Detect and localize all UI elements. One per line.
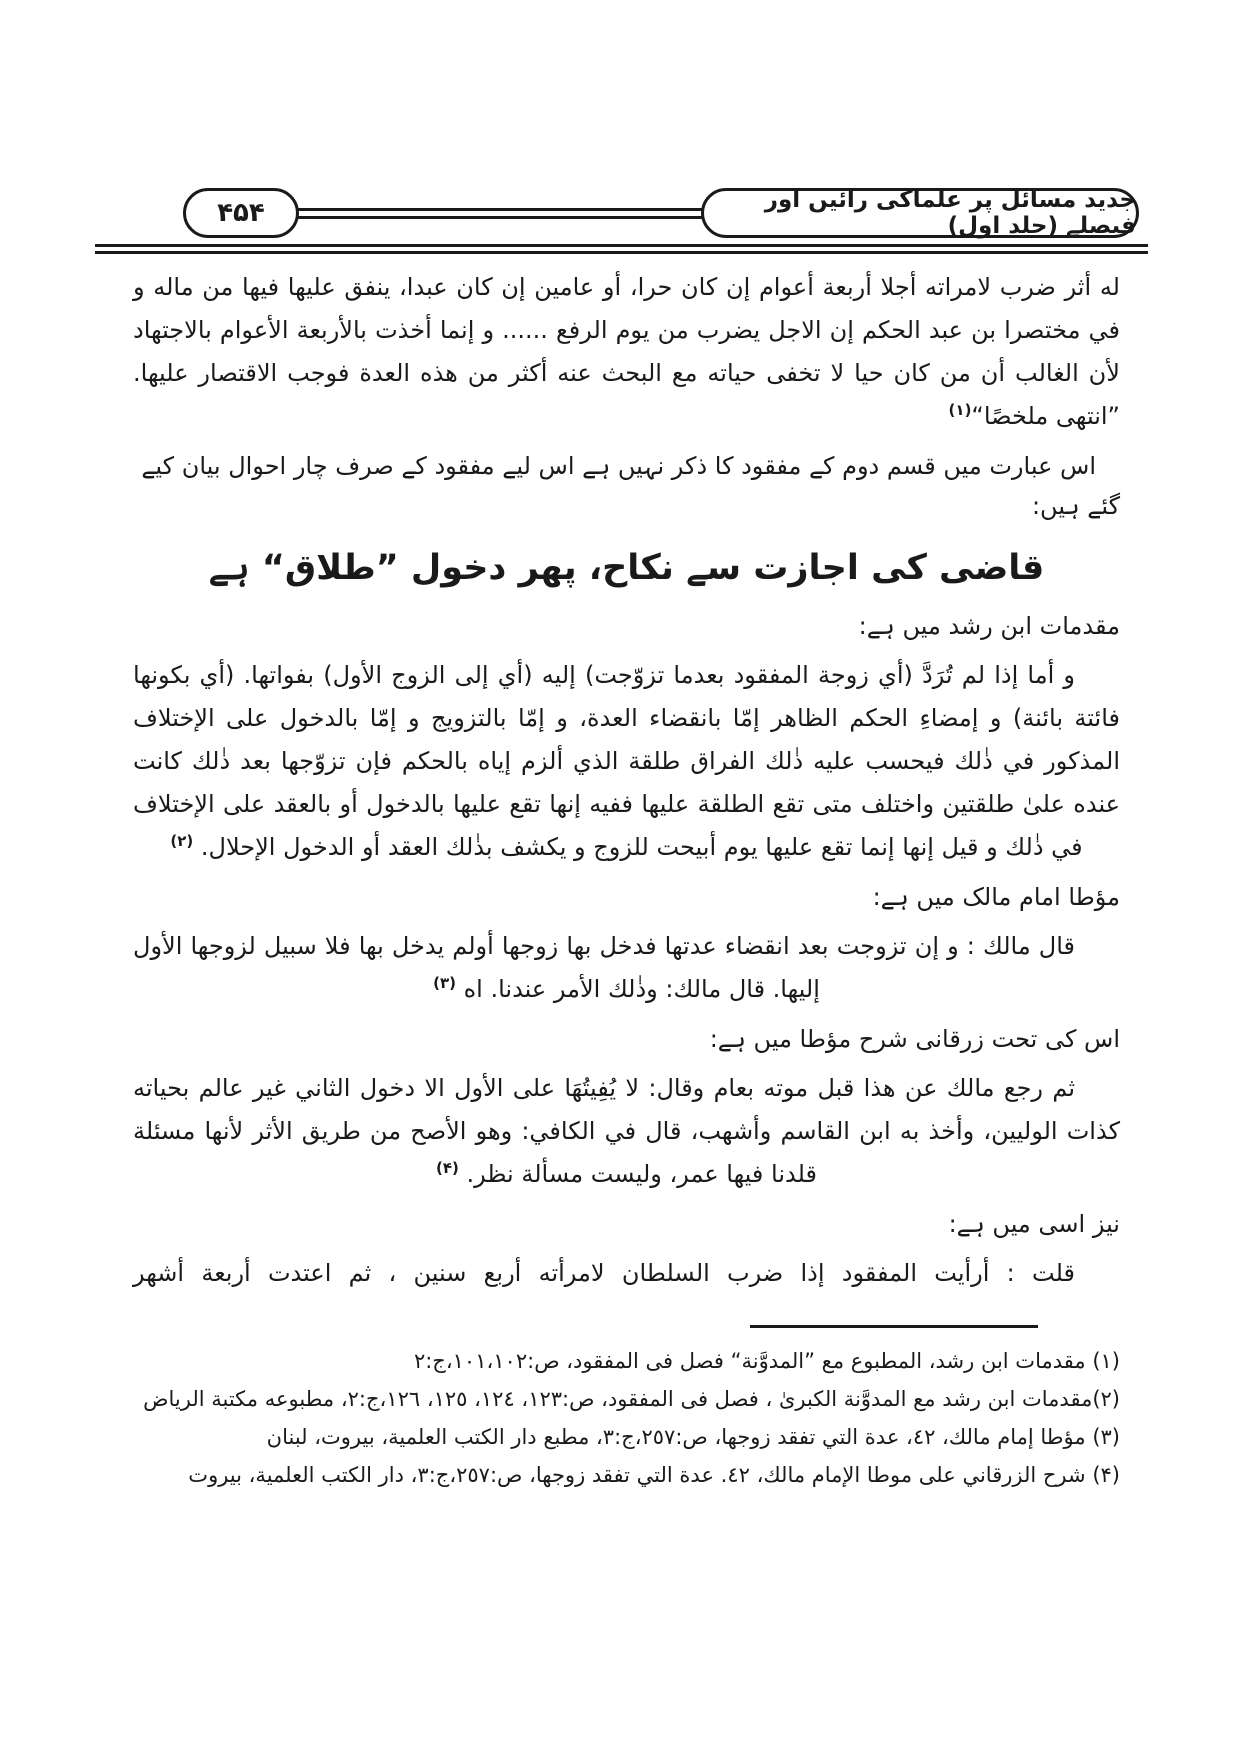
arabic-text: ثم رجع مالك عن هذا قبل موته بعام وقال: لا يُفِيتُهَا على الأول الا دخول الثاني غير عالم بحياته كذات الوليين، وأخذ به ابن القاسم وأشهب، قال في الكافي: وهو الأصح من طريق الأثر لأنها مسئلة قلدنا فيها عمر، وليست مسألة نظر.	[133, 1074, 1120, 1188]
page-header	[95, 188, 1145, 238]
footnote-ref-3: (٣)	[433, 974, 456, 992]
book-title-box	[701, 188, 1139, 238]
page-body	[133, 266, 1120, 1295]
footnote-text: مقدمات ابن رشد مع المدوَّنة الكبرىٰ ، فصل فى المفقود، ص:١٢٣، ١٢٤، ١٢٥، ١٢٦،ج:٢، مطبوعه مكتبة الرياض	[143, 1387, 1093, 1411]
urdu-commentary-line: اس عبارت میں قسم دوم کے مفقود کا ذکر نہیں ہے اس لیے مفقود کے صرف چار احوال بیان کیے گئے ہیں:	[141, 452, 1120, 520]
footnote-item-4	[133, 1456, 1120, 1494]
arabic-quote-muwatta	[133, 925, 1120, 1011]
section-heading: قاضی کی اجازت سے نکاح، پھر دخول ”طلاق“ ہے	[208, 548, 1045, 588]
page-number: ۴۵۴	[217, 198, 265, 228]
footnote-text: شرح الزرقاني على موطا الإمام مالك، ٤٢. عدة التي تفقد زوجها، ص:٢٥٧،ج:٣، دار الكتب العلمية، بيروت	[188, 1463, 1086, 1487]
source-intro-muwatta: مؤطا امام مالک میں ہے:	[872, 883, 1120, 911]
source-intro-muqaddimat: مقدمات ابن رشد میں ہے:	[858, 612, 1120, 640]
arabic-quote-last	[133, 1252, 1120, 1295]
footnote-number: (٢)	[1092, 1387, 1120, 1411]
footnote-item-3	[133, 1418, 1120, 1456]
footnote-ref-2: (٢)	[170, 832, 194, 850]
book-title: جدید مسائل پر علماکی رائیں اور فیصلے (جلد اول)	[764, 187, 1136, 239]
header-connector-rule	[295, 208, 705, 219]
footnote-text: مقدمات ابن رشد، المطبوع مع ”المدوَّنة“ فصل فى المفقود، ص:١٠١،١٠٢،ج:٢	[413, 1349, 1086, 1373]
arabic-text: و أما إذا لم تُرَدَّ (أي زوجة المفقود بعدما تزوّجت) إليه (أي إلى الزوج الأول) بفواتها. (أي بكونها فائتة بائنة) و إمضاءِ الحكم الظاهر إمّا بانقضاء العدة، و إمّا بالتزويج و إمّا بالدخول على الإختلاف المذكور في ذٰلك فيحسب عليه ذٰلك الفراق طلقة الذي ألزم إياه بالحكم فإن تزوّجها بعد ذٰلك كانت عنده علىٰ طلقتين واختلف متى تقع الطلقة عليها ففيه إنها تقع عليها بالدخول أو بالعقد على الإختلاف في ذٰلك و قيل إنها إنما تقع عليها يوم أبيحت للزوج و يكشف بذٰلك العقد أو الدخول الإحلال.	[133, 661, 1120, 861]
source-intro-zurqani: اس کی تحت زرقانی شرح مؤطا میں ہے:	[709, 1025, 1120, 1053]
footnote-number: (٣)	[1092, 1425, 1120, 1449]
header-double-rule	[95, 244, 1148, 254]
footnotes-divider	[750, 1325, 1038, 1328]
footnote-item-2	[133, 1380, 1120, 1418]
footnote-number: (١)	[1092, 1349, 1120, 1373]
source-intro-also: نیز اسی میں ہے:	[948, 1210, 1120, 1238]
arabic-quote-zurqani	[133, 1067, 1120, 1196]
page-number-box	[183, 188, 299, 238]
arabic-text: قال مالك : و إن تزوجت بعد انقضاء عدتها فدخل بها زوجها أولم يدخل بها فلا سبيل لزوجها الأول إليها. قال مالك: وذٰلك الأمر عندنا. اه	[133, 932, 1075, 1003]
footnote-ref-1: (١)	[948, 401, 972, 419]
footnote-number: (۴)	[1092, 1463, 1120, 1487]
arabic-quote-muqaddimat	[133, 654, 1120, 869]
arabic-text: قلت : أرأيت المفقود إذا ضرب السلطان لامرأته أربع سنين ، ثم اعتدت أربعة أشهر	[133, 1259, 1075, 1287]
footnote-ref-4: (۴)	[435, 1159, 459, 1177]
footnote-text: مؤطا إمام مالك، ٤٢، عدة التي تفقد زوجها، ص:٢٥٧،ج:٣، مطبع دار الكتب العلمية، بيروت، لبنان	[266, 1425, 1086, 1449]
arabic-paragraph-continuation	[133, 266, 1120, 438]
arabic-text: له أثر ضرب لامراته أجلا أربعة أعوام إن كان حرا، أو عامين إن كان عبدا، ينفق عليها فيها من ماله و في مختصرا بن عبد الحكم إن الاجل يضرب من يوم الرفع ...... و إنما أخذت بالأربعة الأعوام بالاجتهاد لأن الغالب أن من كان حيا لا تخفى حياته مع البحث عنه أكثر من هذه العدة فوجب الاقتصار عليها. ”انتهى ملخصًا“	[133, 273, 1120, 430]
footnotes-section	[133, 1325, 1120, 1494]
footnote-item-1	[133, 1342, 1120, 1380]
